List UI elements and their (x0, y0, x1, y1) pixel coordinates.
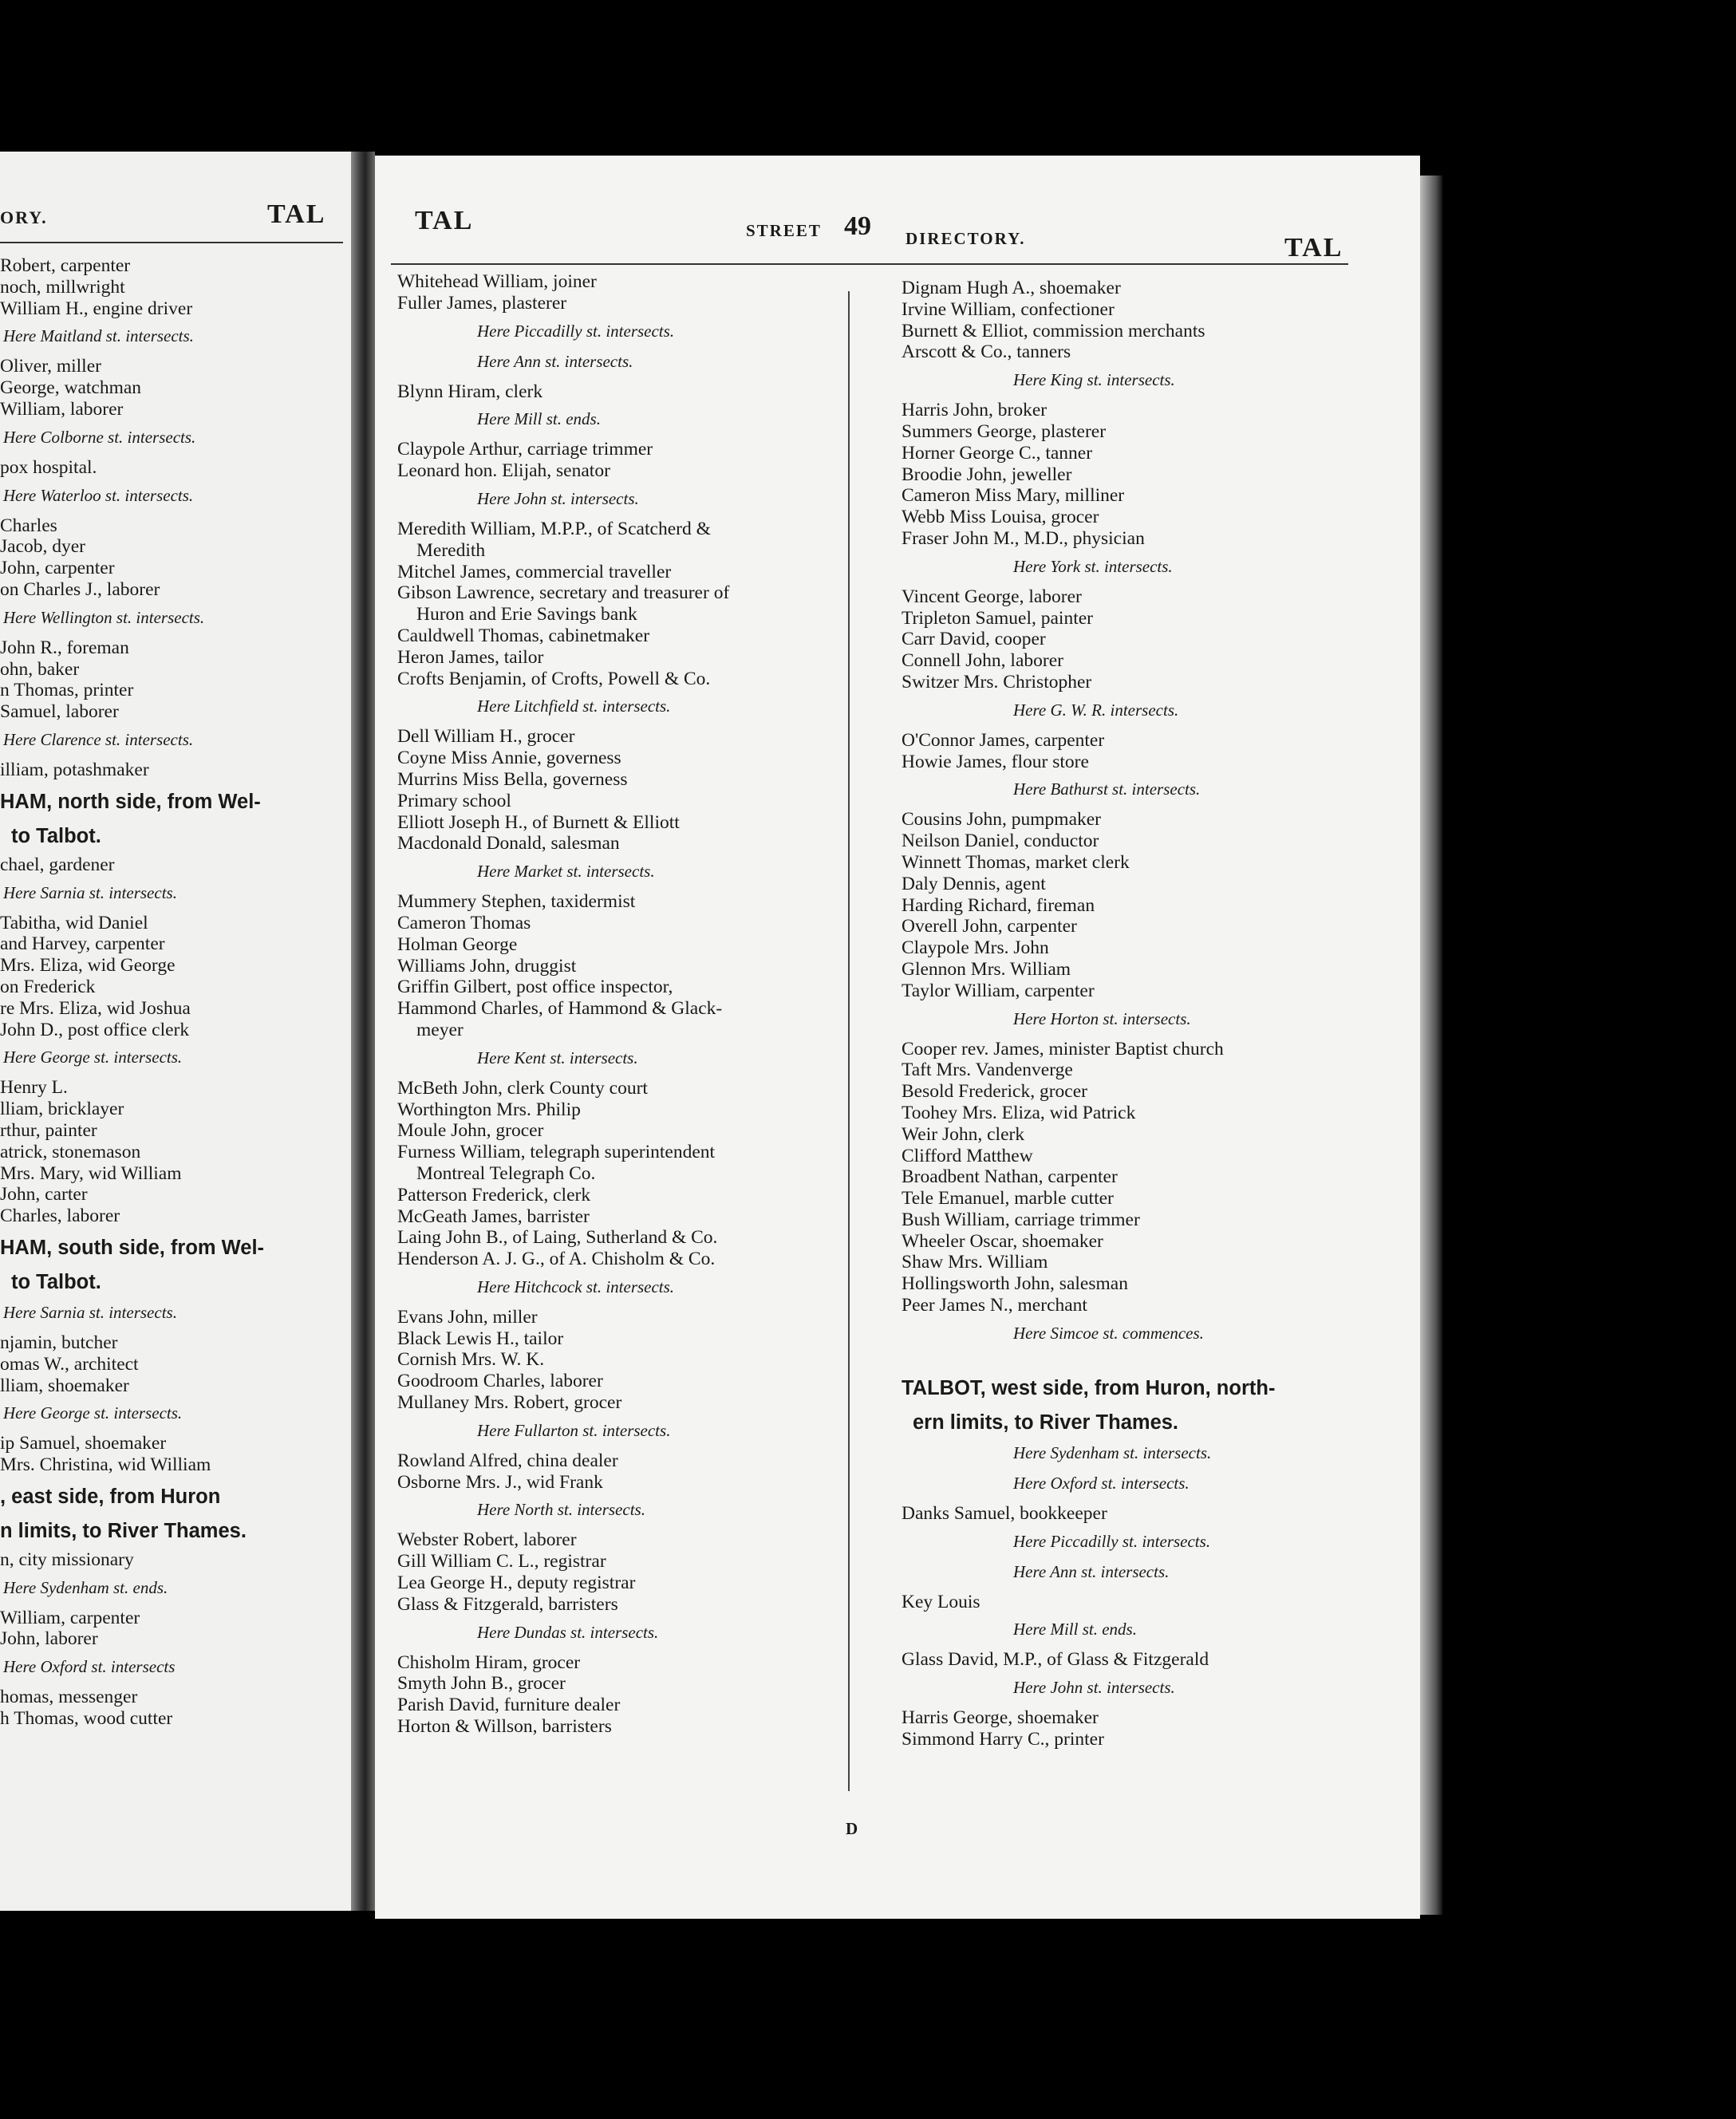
column-divider (848, 291, 850, 1791)
directory-entry: Hammond Charles, of Hammond & Glack- (397, 998, 723, 1020)
section-spacer (902, 1353, 1396, 1367)
directory-entry: Charles (0, 515, 57, 536)
directory-entry: Clifford Matthew (902, 1145, 1033, 1166)
cross-street-note: Here Maitland st. intersects. (3, 326, 194, 346)
cross-street-note: Here King st. intersects. (1013, 370, 1175, 390)
directory-entry: John R., foreman (0, 637, 129, 658)
directory-entry: Shaw Mrs. William (902, 1252, 1048, 1273)
cross-street-note: Here Sydenham st. ends. (3, 1577, 168, 1597)
directory-entry: Glass David, M.P., of Glass & Fitzgerald (902, 1649, 1209, 1671)
cross-street-note: Here Bathurst st. intersects. (1013, 779, 1201, 799)
cross-street-note: Here Sydenham st. intersects. (1013, 1442, 1212, 1462)
directory-entry: Wheeler Oscar, shoemaker (902, 1230, 1103, 1252)
left-header-rule (0, 242, 343, 243)
directory-entry: Webb Miss Louisa, grocer (902, 507, 1099, 528)
directory-entry: Horton & Willson, barristers (397, 1716, 612, 1738)
directory-entry: ip Samuel, shoemaker (0, 1433, 167, 1454)
directory-entry: Claypole Mrs. John (902, 937, 1049, 959)
directory-entry: on Charles J., laborer (0, 578, 160, 600)
directory-entry: Besold Frederick, grocer (902, 1081, 1087, 1103)
column-right (902, 278, 1396, 1750)
directory-entry: Broadbent Nathan, carpenter (902, 1166, 1118, 1188)
cross-street-note: Here G. W. R. intersects. (1013, 700, 1179, 720)
directory-entry: Elliott Joseph H., of Burnett & Elliott (397, 811, 680, 833)
cross-street-note: Here Simcoe st. commences. (1013, 1323, 1204, 1343)
directory-entry: homas, messenger (0, 1687, 138, 1708)
directory-entry: Glass & Fitzgerald, barristers (397, 1593, 618, 1615)
directory-entry: Griffin Gilbert, post office inspector, (397, 977, 673, 998)
directory-entry-continuation: Huron and Erie Savings bank (416, 604, 637, 625)
street-heading: , east side, from Huron (0, 1485, 221, 1508)
directory-entry: McGeath James, barrister (397, 1206, 590, 1227)
directory-entry: Cornish Mrs. W. K. (397, 1349, 545, 1371)
street-heading: TALBOT, west side, from Huron, north- (902, 1376, 1276, 1399)
directory-entry: illiam, potashmaker (0, 759, 149, 780)
directory-entry: and Harvey, carpenter (0, 933, 165, 955)
directory-entry: njamin, butcher (0, 1332, 118, 1353)
directory-entry: Cooper rev. James, minister Baptist church (902, 1038, 1224, 1060)
directory-entry: McBeth John, clerk County court (397, 1077, 648, 1099)
book-gutter (351, 152, 375, 1911)
cross-street-note: Here Dundas st. intersects. (477, 1622, 659, 1642)
street-heading: HAM, north side, from Wel- (0, 790, 261, 813)
directory-entry: Mullaney Mrs. Robert, grocer (397, 1392, 622, 1414)
directory-entry: Patterson Frederick, clerk (397, 1184, 591, 1206)
directory-entry: lliam, bricklayer (0, 1099, 124, 1120)
directory-entry: Claypole Arthur, carriage trimmer (397, 439, 653, 460)
directory-entry: Furness William, telegraph superintendent (397, 1142, 716, 1163)
directory-entry: Carr David, cooper (902, 629, 1046, 650)
directory-entry: Summers George, plasterer (902, 420, 1107, 442)
directory-entry-continuation: Montreal Telegraph Co. (416, 1162, 596, 1184)
cross-street-note: Here Mill st. ends. (1013, 1620, 1137, 1640)
page-number: 49 (844, 211, 871, 241)
left-header-tal: TAL (267, 199, 326, 229)
directory-entry: William, laborer (0, 398, 124, 420)
directory-entry: Osborne Mrs. J., wid Frank (397, 1471, 603, 1493)
directory-entry: Simmond Harry C., printer (902, 1729, 1104, 1750)
directory-entry: Oliver, miller (0, 356, 101, 377)
directory-entry: Moule John, grocer (397, 1120, 544, 1142)
cross-street-note: Here John st. intersects. (1013, 1678, 1175, 1698)
directory-entry: pox hospital. (0, 456, 97, 478)
cross-street-note: Here Waterloo st. intersects. (3, 485, 194, 505)
directory-entry: Mrs. Eliza, wid George (0, 955, 176, 977)
directory-entry: Fraser John M., M.D., physician (902, 527, 1145, 549)
directory-entry: Smyth John B., grocer (397, 1673, 566, 1695)
directory-entry: Holman George (397, 933, 518, 955)
directory-entry: George, watchman (0, 377, 142, 399)
directory-entry: Key Louis (902, 1591, 980, 1612)
directory-entry: Chisholm Hiram, grocer (397, 1651, 581, 1673)
cross-street-note: Here Oxford st. intersects. (1013, 1473, 1190, 1493)
directory-entry: Peer James N., merchant (902, 1295, 1087, 1316)
directory-entry: Danks Samuel, bookkeeper (902, 1502, 1107, 1524)
cross-street-note: Here York st. intersects. (1013, 556, 1173, 576)
cross-street-note: Here George st. intersects. (3, 1403, 183, 1423)
directory-entry: Arscott & Co., tanners (902, 341, 1071, 363)
directory-entry: Toohey Mrs. Eliza, wid Patrick (902, 1102, 1136, 1123)
directory-entry: Irvine William, confectioner (902, 298, 1115, 320)
cross-street-note: Here George st. intersects. (3, 1048, 183, 1067)
cross-street-note: Here Piccadilly st. intersects. (1013, 1531, 1211, 1551)
directory-entry: John, laborer (0, 1628, 98, 1650)
directory-entry: Robert, carpenter (0, 255, 131, 276)
directory-entry: Whitehead William, joiner (397, 271, 597, 292)
directory-entry: Coyne Miss Annie, governess (397, 748, 621, 769)
directory-entry: O'Connor James, carpenter (902, 729, 1105, 751)
directory-entry: John, carter (0, 1184, 88, 1206)
page-edge-shadow (1420, 176, 1442, 1915)
directory-entry: Fuller James, plasterer (397, 292, 567, 314)
directory-entry: Cameron Miss Mary, milliner (902, 485, 1125, 507)
directory-entry: Taft Mrs. Vandenverge (902, 1060, 1073, 1081)
directory-entry: Gibson Lawrence, secretary and treasurer of (397, 582, 730, 604)
left-page (0, 152, 351, 1911)
directory-entry: Macdonald Donald, salesman (397, 833, 620, 854)
directory-entry: Samuel, laborer (0, 701, 119, 723)
cross-street-note: Here Ann st. intersects. (1013, 1561, 1170, 1581)
cross-street-note: Here Wellington st. intersects. (3, 607, 205, 627)
directory-entry: William, carpenter (0, 1607, 140, 1628)
header-street: STREET (746, 221, 822, 240)
directory-entry: Charles, laborer (0, 1206, 120, 1227)
directory-entry: Burnett & Elliot, commission merchants (902, 320, 1205, 341)
cross-street-note: Here John st. intersects. (477, 488, 639, 508)
left-column (0, 255, 351, 1730)
directory-entry: rthur, painter (0, 1119, 97, 1141)
directory-entry: n Thomas, printer (0, 680, 134, 701)
directory-entry: Broodie John, jeweller (902, 464, 1072, 485)
directory-entry: Goodroom Charles, laborer (397, 1371, 603, 1392)
cross-street-note: Here Hitchcock st. intersects. (477, 1277, 675, 1296)
cross-street-note: Here Oxford st. intersects (3, 1657, 176, 1677)
directory-entry: Dell William H., grocer (397, 726, 575, 748)
directory-entry: Harris John, broker (902, 400, 1048, 421)
directory-entry: Neilson Daniel, conductor (902, 831, 1099, 852)
cross-street-note: Here Mill st. ends. (477, 409, 601, 429)
directory-entry: Meredith William, M.P.P., of Scatcherd & (397, 518, 711, 539)
directory-entry: Primary school (397, 790, 511, 811)
directory-entry: Hollingsworth John, salesman (902, 1273, 1128, 1295)
street-heading: HAM, south side, from Wel- (0, 1236, 265, 1259)
directory-entry: Weir John, clerk (902, 1123, 1025, 1145)
cross-street-note: Here Fullarton st. intersects. (477, 1420, 671, 1440)
directory-entry: Howie James, flour store (902, 751, 1089, 772)
directory-entry: John D., post office clerk (0, 1019, 190, 1040)
directory-entry: Switzer Mrs. Christopher (902, 671, 1092, 693)
street-heading-continuation: ern limits, to River Thames. (913, 1411, 1179, 1434)
directory-entry: Leonard hon. Elijah, senator (397, 460, 610, 482)
directory-entry: Murrins Miss Bella, governess (397, 768, 628, 790)
directory-entry: William H., engine driver (0, 298, 193, 319)
directory-entry: Overell John, carpenter (902, 916, 1077, 937)
cross-street-note: Here Market st. intersects. (477, 862, 655, 882)
directory-entry: Daly Dennis, agent (902, 873, 1046, 894)
header-tal-right: TAL (1284, 233, 1343, 262)
directory-entry: Black Lewis H., tailor (397, 1328, 564, 1349)
directory-entry: Webster Robert, laborer (397, 1529, 577, 1551)
directory-entry: Horner George C., tanner (902, 442, 1093, 464)
cross-street-note: Here Litchfield st. intersects. (477, 696, 671, 716)
directory-entry: noch, millwright (0, 276, 125, 298)
directory-entry: n, city missionary (0, 1549, 134, 1570)
directory-entry: Connell John, laborer (902, 650, 1063, 672)
header-directory: DIRECTORY. (905, 229, 1026, 248)
directory-entry: Blynn Hiram, clerk (397, 381, 543, 402)
cross-street-note: Here Ann st. intersects. (477, 351, 633, 371)
street-heading: n limits, to River Thames. (0, 1519, 247, 1542)
directory-entry: Taylor William, carpenter (902, 980, 1095, 1001)
directory-entry: Mummery Stephen, taxidermist (397, 891, 636, 913)
directory-entry: Henderson A. J. G., of A. Chisholm & Co. (397, 1249, 716, 1270)
cross-street-note: Here Kent st. intersects. (477, 1048, 638, 1067)
directory-entry: Mitchel James, commercial traveller (397, 561, 672, 582)
directory-entry: Winnett Thomas, market clerk (902, 851, 1130, 873)
directory-entry: Gill William C. L., registrar (397, 1551, 606, 1572)
directory-entry: Laing John B., of Laing, Sutherland & Co. (397, 1227, 718, 1249)
directory-entry: Tele Emanuel, marble cutter (902, 1188, 1114, 1209)
directory-entry: Cameron Thomas (397, 912, 531, 933)
street-heading-continuation: to Talbot. (11, 824, 101, 847)
directory-entry: ohn, baker (0, 658, 80, 680)
directory-entry: Henry L. (0, 1077, 68, 1099)
directory-entry: h Thomas, wood cutter (0, 1708, 173, 1730)
cross-street-note: Here North st. intersects. (477, 1500, 645, 1520)
directory-entry-continuation: meyer (416, 1019, 464, 1040)
directory-entry: Mrs. Mary, wid William (0, 1162, 182, 1184)
cross-street-note: Here Colborne st. intersects. (3, 427, 196, 447)
directory-entry: on Frederick (0, 976, 96, 997)
directory-entry: lliam, shoemaker (0, 1375, 129, 1396)
directory-entry: Dignam Hugh A., shoemaker (902, 278, 1121, 298)
directory-entry: John, carpenter (0, 558, 115, 579)
directory-entry: Mrs. Christina, wid William (0, 1454, 211, 1476)
directory-entry: Parish David, furniture dealer (397, 1695, 621, 1716)
directory-entry: Cauldwell Thomas, cabinetmaker (397, 625, 650, 646)
directory-entry: atrick, stonemason (0, 1141, 141, 1162)
directory-entry: Tripleton Samuel, painter (902, 607, 1093, 629)
directory-entry: Jacob, dyer (0, 536, 86, 558)
street-heading-continuation: to Talbot. (11, 1270, 101, 1293)
directory-entry: Heron James, tailor (397, 646, 544, 668)
cross-street-note: Here Piccadilly st. intersects. (477, 321, 675, 341)
directory-entry-continuation: Meredith (416, 539, 486, 561)
directory-entry: Crofts Benjamin, of Crofts, Powell & Co. (397, 668, 711, 689)
directory-entry: Harris George, shoemaker (902, 1707, 1099, 1729)
directory-entry: Bush William, carriage trimmer (902, 1209, 1140, 1230)
cross-street-note: Here Sarnia st. intersects. (3, 882, 177, 902)
directory-entry: Evans John, miller (397, 1306, 538, 1328)
right-page (375, 156, 1420, 1919)
cross-street-note: Here Clarence st. intersects. (3, 729, 194, 749)
directory-entry: Williams John, druggist (397, 955, 577, 977)
directory-entry: Rowland Alfred, china dealer (397, 1450, 618, 1471)
directory-entry: re Mrs. Eliza, wid Joshua (0, 997, 191, 1019)
directory-entry: chael, gardener (0, 854, 115, 875)
cross-street-note: Here Horton st. intersects. (1013, 1008, 1191, 1028)
header-rule (391, 263, 1348, 265)
column-left (397, 271, 844, 1738)
directory-entry: Vincent George, laborer (902, 586, 1082, 607)
directory-entry: Tabitha, wid Daniel (0, 912, 148, 933)
cross-street-note: Here Sarnia st. intersects. (3, 1302, 177, 1322)
signature-mark: D (846, 1819, 858, 1838)
directory-entry: Worthington Mrs. Philip (397, 1099, 581, 1120)
directory-entry: omas W., architect (0, 1353, 139, 1375)
directory-entry: Harding Richard, fireman (902, 894, 1095, 916)
directory-entry: Lea George H., deputy registrar (397, 1572, 636, 1594)
directory-entry: Cousins John, pumpmaker (902, 809, 1102, 831)
header-tal-left: TAL (415, 206, 474, 235)
directory-entry: Glennon Mrs. William (902, 958, 1071, 980)
left-header-directory: ORY. (0, 207, 48, 227)
